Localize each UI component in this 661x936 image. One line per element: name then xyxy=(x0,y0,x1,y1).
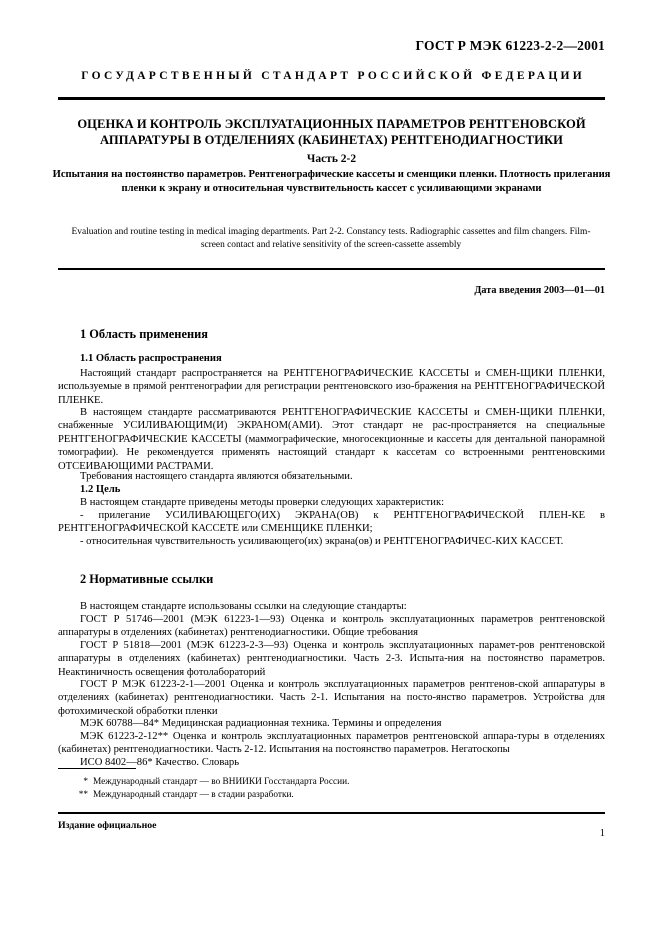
section-1-1-heading: 1.1 Область распространения xyxy=(80,353,222,364)
section-1-heading: 1 Область применения xyxy=(80,327,208,341)
section-2-heading: 2 Нормативные ссылки xyxy=(80,572,214,586)
english-title: Evaluation and routine testing in medical imaging departments. Part 2-2. Constancy tests. Radiographic cassettes and film changers. Film-screen contact and relative sensitivity of the screen-cassette assembly xyxy=(71,227,591,250)
footnote-1-marker: * xyxy=(83,777,88,787)
state-standard-banner: ГОСУДАРСТВЕННЫЙ СТАНДАРТ РОССИЙСКОЙ ФЕДЕРАЦИИ xyxy=(81,70,586,82)
section-1-2-bullet-1: - прилегание УСИЛИВАЮЩЕГО(ИХ) ЭКРАНА(ОВ) к РЕНТГЕНОГРАФИЧЕСКОЙ ПЛЕН-КЕ в РЕНТГЕНОГРАФИЧЕСКОЙ КАССЕТЕ или СМЕНЩИКЕ ПЛЕНКИ; xyxy=(58,510,605,535)
footnote-divider-rule xyxy=(58,768,136,769)
section-1-2-heading: 1.2 Цель xyxy=(80,484,121,495)
section-1-1-paragraph-1: Настоящий стандарт распространяется на РЕНТГЕНОГРАФИЧЕСКИЕ КАССЕТЫ и СМЕН-ЩИКИ ПЛЕНКИ, используемые в прямой рентгенографии для регистрации рентгеновского изо-бражения на РЕНТГЕНОГРАФИЧЕСКОЙ ПЛЕНКЕ. xyxy=(58,368,605,406)
document-code: ГОСТ Р МЭК 61223-2-2—2001 xyxy=(415,38,605,53)
section-1-1-paragraph-3: Требования настоящего стандарта являются обязательными. xyxy=(80,471,353,482)
footnote-2-marker: ** xyxy=(78,790,88,801)
header-divider-rule xyxy=(58,97,605,100)
section-1-2-bullet-2: - относительная чувствительность усиливающего(их) экрана(ов) и РЕНТГЕНОГРАФИЧЕС-КИХ КАССЕТ. xyxy=(80,536,564,547)
normative-reference-3: ГОСТ Р МЭК 61223-2-1—2001 Оценка и контроль эксплуатационных параметров рентгенов-ской аппаратуры в отделениях (кабинетах) рентгенодиагностики. Часть 2-1. Испытания на посто-янство параметров. Устройства для фотохимической обработки пленки xyxy=(58,679,605,717)
footnote-2-text: Международный стандарт — в стадии разработки. xyxy=(93,790,294,801)
normative-reference-2: ГОСТ Р 51818—2001 (МЭК 61223-2-3—93) Оценка и контроль эксплуатационных парамет-ров рентгеновской аппаратуры в отделениях (кабинетах) рентгенодиагностики. Часть 2-3. Испыта-ния на постоянство параметров. Неактиничность освещения фотолабораторий xyxy=(58,640,605,678)
footer-divider-rule xyxy=(58,812,605,814)
page-number: 1 xyxy=(599,828,605,839)
normative-reference-5: МЭК 61223-2-12** Оценка и контроль эксплуатационных параметров рентгеновской аппара-туры в отделениях (кабинетах) рентгенодиагностики. Часть 2-12. Испытания на постоянство параметров. Негатоскопы xyxy=(58,731,605,756)
normative-reference-1: ГОСТ Р 51746—2001 (МЭК 61223-1—93) Оценка и контроль эксплуатационных параметров рентгеновской аппаратуры в отделениях (кабинетах) рентгенодиагностики. Общие требования xyxy=(58,614,605,639)
footnote-1-text: Международный стандарт — во ВНИИКИ Госстандарта России. xyxy=(93,777,350,787)
section-1-1-paragraph-2: В настоящем стандарте рассматриваются РЕНТГЕНОГРАФИЧЕСКИЕ КАССЕТЫ и СМЕН-ЩИКИ ПЛЕНКИ, снабженные УСИЛИВАЮЩИМ(И) ЭКРАНОМ(АМИ). Этот стандарт не рас-пространяется на специальные РЕНТГЕНОГРАФИЧЕСКИЕ КАССЕТЫ (маммографические, многосекционные и кассеты для дентальной панорамной томографии). Не рекомендуется применять настоящий стандарт к кассетам со встроенными рентгеновскими ОТСЕИВАЮЩИМИ РАСТРАМИ. xyxy=(58,407,605,472)
part-number: Часть 2-2 xyxy=(306,153,357,165)
page-title: ОЦЕНКА И КОНТРОЛЬ ЭКСПЛУАТАЦИОННЫХ ПАРАМЕТРОВ РЕНТГЕНОВСКОЙ АППАРАТУРЫ В ОТДЕЛЕНИЯХ (КАБИНЕТАХ) РЕНТГЕНОДИАГНОСТИКИ xyxy=(77,117,586,148)
page-subtitle: Испытания на постоянство параметров. Рентгенографические кассеты и сменщики пленки. Плотность прилегания пленки к экрану и относительная чувствительность кассет с усиливающими экранами xyxy=(52,169,611,195)
normative-reference-6: ИСО 8402—86* Качество. Словарь xyxy=(80,757,240,768)
footnote-block xyxy=(58,776,605,802)
section-2-intro: В настоящем стандарте использованы ссылки на следующие стандарты: xyxy=(80,601,407,612)
section-1-2-paragraph-1: В настоящем стандарте приведены методы проверки следующих характеристик: xyxy=(80,497,445,508)
footnote-2 xyxy=(58,789,605,802)
normative-reference-4: МЭК 60788—84* Медицинская радиационная техника. Термины и определения xyxy=(80,718,442,729)
introduction-date: Дата введения 2003—01—01 xyxy=(474,285,605,296)
title-divider-rule xyxy=(58,268,605,270)
official-edition-label: Издание официальное xyxy=(58,820,157,831)
footnote-1 xyxy=(58,776,605,789)
